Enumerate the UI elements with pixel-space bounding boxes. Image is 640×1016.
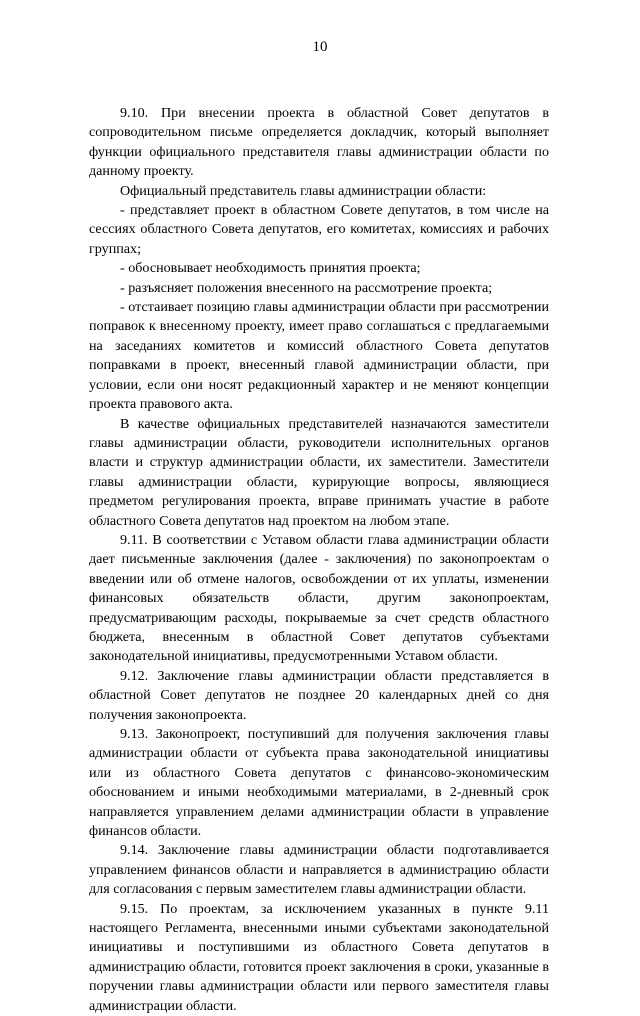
paragraph-9-15: 9.15. По проектам, за исключением указанных в пункте 9.11 настоящего Регламента, внесенными иными субъектами законодательной инициативы и поступившими из областного Совета депутатов в администрацию области, готовится проект заключения в сроки, указанные в поручении главы администрации области или первого заместителя главы администрации области. bbox=[89, 900, 549, 1014]
list-item-justifies-necessity: - обосновывает необходимость принятия проекта; bbox=[120, 260, 421, 277]
paragraph-representative-intro: Официальный представитель главы администрации области: bbox=[120, 182, 487, 199]
paragraph-9-14: 9.14. Заключение главы администрации области подготавливается управлением финансов области и направляется в администрацию области для согласования с первым заместителем главы администрации области. bbox=[89, 842, 549, 898]
document-body bbox=[89, 104, 549, 1016]
paragraph-official-representatives: В качестве официальных представителей назначаются заместители главы администрации области, руководители исполнительных органов власти и структур администрации области, их заместители. Заместители главы администрации области, курирующие вопросы, являющиеся предметом регулирования проекта, вправе принимать участие в работе областного Совета депутатов над проектом на любом этапе. bbox=[89, 415, 549, 529]
paragraph-9-13: 9.13. Законопроект, поступивший для получения заключения главы администрации области от субъекта права законодательной инициативы или из областного Совета депутатов с финансово-экономическим обоснованием и иными необходимыми материалами, в 2-дневный срок направляется управлением делами администрации области в управление финансов области. bbox=[89, 726, 549, 840]
paragraph-9-12: 9.12. Заключение главы администрации области представляется в областной Совет депутатов не позднее 20 календарных дней со дня получения законопроекта. bbox=[89, 667, 549, 723]
paragraph-9-11: 9.11. В соответствии с Уставом области глава администрации области дает письменные заключения (далее - заключения) по законопроектам о введении или об отмене налогов, освобождении от их уплаты, изменении финансовых обязательств области, другим законопроектам, предусматривающим расходы, покрываемые за счет средств областного бюджета, внесенным в областной Совет депутатов субъектами законодательной инициативы, предусмотренными Уставом области. bbox=[89, 531, 549, 665]
paragraph-9-10: 9.10. При внесении проекта в областной Совет депутатов в сопроводительном письме определяется докладчик, который выполняет функции официального представителя главы администрации области по данному проекту. bbox=[89, 105, 549, 180]
list-item-presents-project: - представляет проект в областном Совете депутатов, в том числе на сессиях областного Совета депутатов, его комитетах, комиссиях и рабочих группах; bbox=[89, 202, 549, 257]
page-number: 10 bbox=[312, 39, 328, 55]
list-item-defends-position: - отстаивает позицию главы администрации области при рассмотрении поправок к внесенному проекту, имеет право соглашаться с предлагаемыми на заседаниях комитетов и комиссий областного Совета депутатов поправками в проект, внесенный главой администрации области, при условии, если они носят редакционный характер и не меняют концепции проекта правового акта. bbox=[89, 299, 549, 413]
list-item-explains-provisions: - разъясняет положения внесенного на рассмотрение проекта; bbox=[120, 279, 493, 296]
